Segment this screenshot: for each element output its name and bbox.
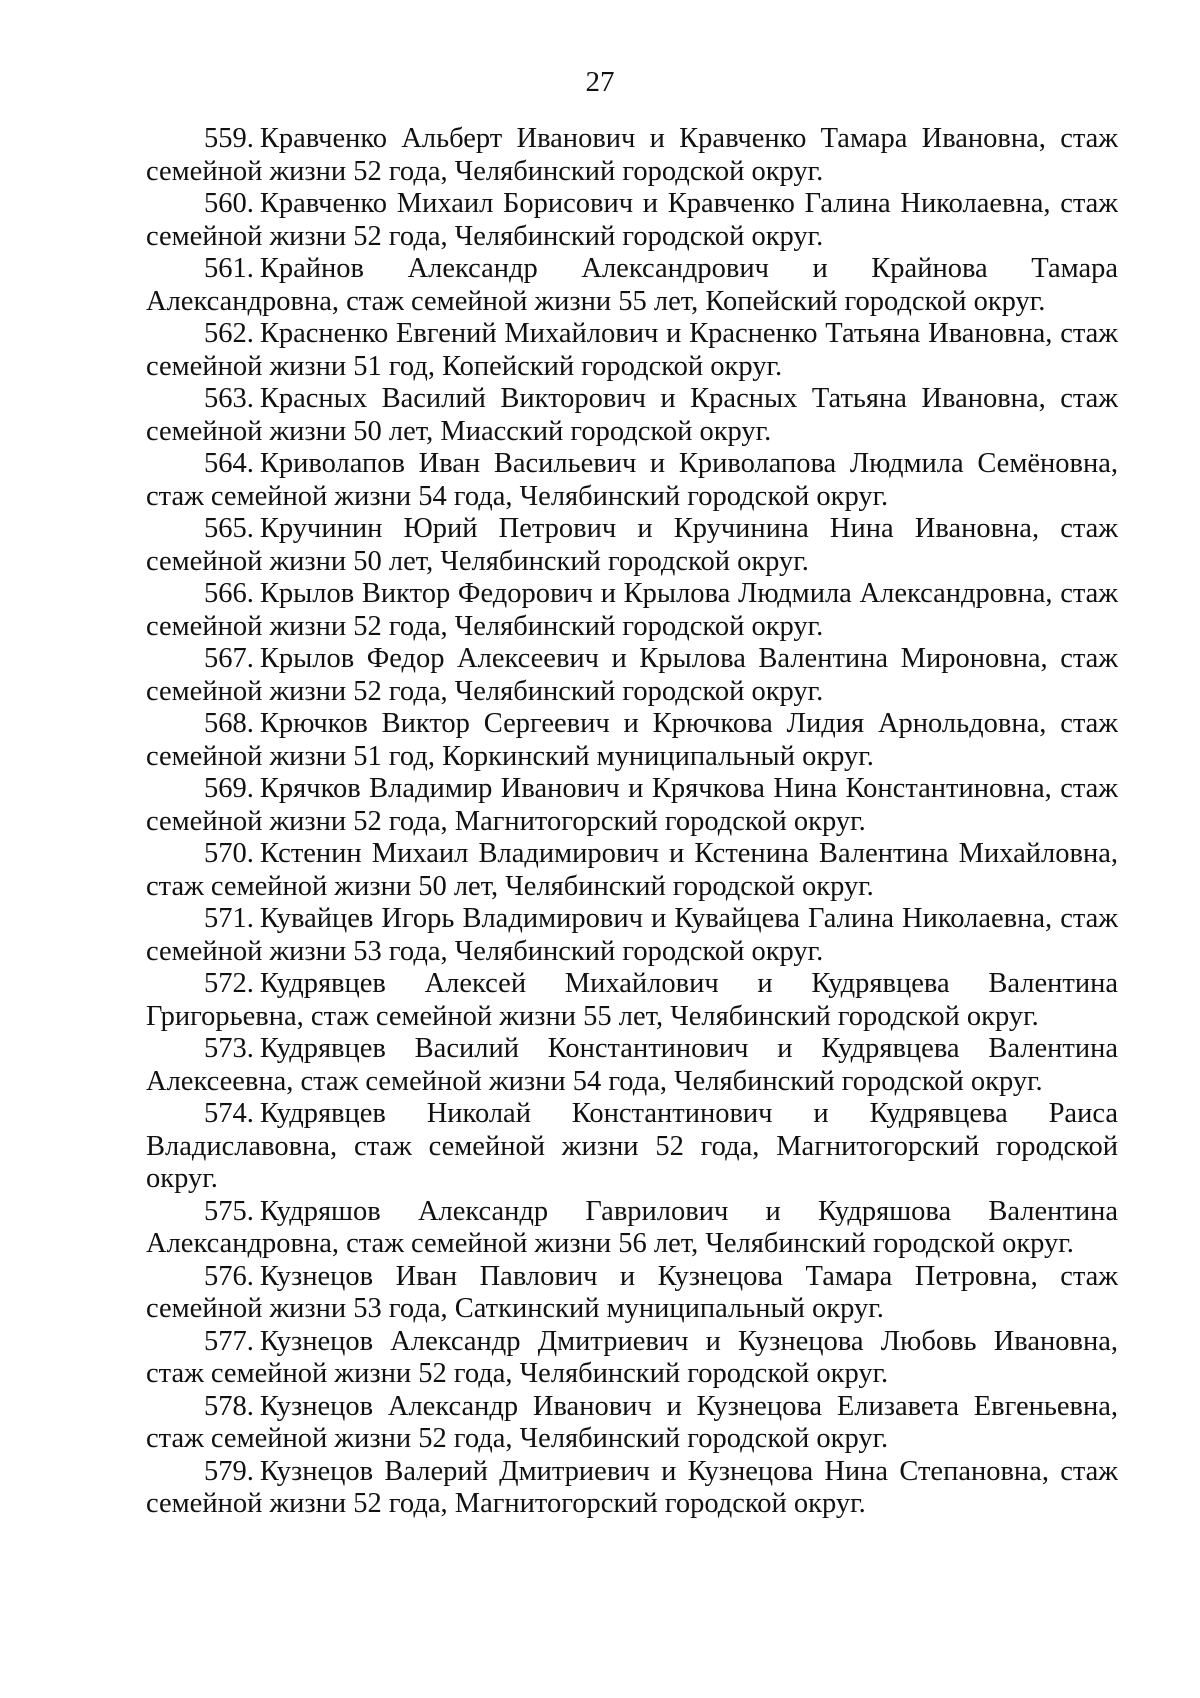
list-item xyxy=(146,773,1118,838)
list-item xyxy=(146,1033,1118,1098)
item-number: 569. xyxy=(204,773,254,804)
item-number: 567. xyxy=(204,643,254,674)
item-text: Красных Василий Викторович и Красных Татьяна Ивановна, стаж семейной жизни 50 лет, Миасский городской округ. xyxy=(146,383,1118,447)
item-number: 560. xyxy=(204,188,254,219)
item-number: 571. xyxy=(204,903,254,934)
item-number: 562. xyxy=(204,318,254,349)
item-number: 561. xyxy=(204,253,254,284)
item-number: 568. xyxy=(204,708,254,739)
item-number: 576. xyxy=(204,1260,254,1292)
page-number: 27 xyxy=(585,66,615,98)
item-text: Крылов Виктор Федорович и Крылова Людмила Александровна, стаж семейной жизни 52 года, Челябинский городской округ. xyxy=(146,578,1118,642)
list-item xyxy=(146,1456,1118,1521)
item-text: Красненко Евгений Михайлович и Красненко Татьяна Ивановна, стаж семейной жизни 51 год, Копейский городской округ. xyxy=(146,318,1118,382)
item-number: 565. xyxy=(204,513,254,544)
item-text: Крячков Владимир Иванович и Крячкова Нина Константиновна, стаж семейной жизни 52 года, Магнитогорский городской округ. xyxy=(146,773,1118,837)
list-item xyxy=(146,1391,1118,1456)
item-number: 570. xyxy=(204,838,254,869)
list-item xyxy=(146,1098,1118,1196)
award-list xyxy=(146,123,1118,1521)
list-item xyxy=(146,318,1118,383)
item-text: Кстенин Михаил Владимирович и Кстенина Валентина Михайловна, стаж семейной жизни 50 лет, Челябинский городской округ. xyxy=(146,838,1118,902)
item-text: Крючков Виктор Сергеевич и Крючкова Лидия Арнольдовна, стаж семейной жизни 51 год, Коркинский муниципальный округ. xyxy=(146,708,1118,772)
item-text: Крылов Федор Алексеевич и Крылова Валентина Мироновна, стаж семейной жизни 52 года, Челябинский городской округ. xyxy=(146,643,1118,707)
item-number: 572. xyxy=(204,968,254,999)
item-number: 575. xyxy=(204,1195,254,1227)
item-text: Кудряшов Александр Гаврилович и Кудряшова Валентина Александровна, стаж семейной жизни 56 лет, Челябинский городской округ. xyxy=(146,1195,1118,1259)
list-item xyxy=(146,383,1118,448)
list-item xyxy=(146,123,1118,188)
item-number: 579. xyxy=(204,1455,254,1487)
item-text: Крайнов Александр Александрович и Крайнова Тамара Александровна, стаж семейной жизни 55 лет, Копейский городской округ. xyxy=(146,253,1118,317)
item-text: Кручинин Юрий Петрович и Кручинина Нина Ивановна, стаж семейной жизни 50 лет, Челябинский городской округ. xyxy=(146,513,1118,577)
item-number: 566. xyxy=(204,578,254,609)
list-item xyxy=(146,188,1118,253)
list-item xyxy=(146,708,1118,773)
item-text: Кудрявцев Василий Константинович и Кудрявцева Валентина Алексеевна, стаж семейной жизни 54 года, Челябинский городской округ. xyxy=(146,1033,1118,1097)
item-text: Кузнецов Иван Павлович и Кузнецова Тамара Петровна, стаж семейной жизни 53 года, Саткинский муниципальный округ. xyxy=(146,1260,1118,1324)
item-text: Кравченко Альберт Иванович и Кравченко Тамара Ивановна, стаж семейной жизни 52 года, Челябинский городской округ. xyxy=(146,123,1118,187)
item-text: Кувайцев Игорь Владимирович и Кувайцева Галина Николаевна, стаж семейной жизни 53 года, Челябинский городской округ. xyxy=(146,903,1118,967)
item-text: Кудрявцев Алексей Михайлович и Кудрявцева Валентина Григорьевна, стаж семейной жизни 55 лет, Челябинский городской округ. xyxy=(146,968,1118,1032)
list-item xyxy=(146,643,1118,708)
item-text: Криволапов Иван Васильевич и Криволапова Людмила Семёновна, стаж семейной жизни 54 года, Челябинский городской округ. xyxy=(146,448,1118,512)
item-number: 573. xyxy=(204,1033,254,1064)
item-text: Кравченко Михаил Борисович и Кравченко Галина Николаевна, стаж семейной жизни 52 года, Челябинский городской округ. xyxy=(146,188,1118,252)
list-item xyxy=(146,968,1118,1033)
item-number: 563. xyxy=(204,383,254,414)
item-text: Кузнецов Александр Иванович и Кузнецова Елизавета Евгеньевна, стаж семейной жизни 52 года, Челябинский городской округ. xyxy=(146,1390,1118,1454)
item-number: 564. xyxy=(204,448,254,479)
item-number: 574. xyxy=(204,1098,254,1129)
list-item xyxy=(146,513,1118,578)
list-item xyxy=(146,448,1118,513)
item-text: Кудрявцев Николай Константинович и Кудрявцева Раиса Владиславовна, стаж семейной жизни 52 года, Магнитогорский городской округ. xyxy=(146,1098,1118,1194)
list-item xyxy=(146,1326,1118,1391)
list-item xyxy=(146,1196,1118,1261)
list-item xyxy=(146,578,1118,643)
item-number: 578. xyxy=(204,1390,254,1422)
item-text: Кузнецов Александр Дмитриевич и Кузнецова Любовь Ивановна, стаж семейной жизни 52 года, Челябинский городской округ. xyxy=(146,1325,1118,1389)
list-item xyxy=(146,1261,1118,1326)
list-item xyxy=(146,253,1118,318)
item-number: 559. xyxy=(204,123,254,154)
item-text: Кузнецов Валерий Дмитриевич и Кузнецова Нина Степановна, стаж семейной жизни 52 года, Магнитогорский городской округ. xyxy=(146,1455,1118,1519)
list-item xyxy=(146,903,1118,968)
item-number: 577. xyxy=(204,1325,254,1357)
list-item xyxy=(146,838,1118,903)
